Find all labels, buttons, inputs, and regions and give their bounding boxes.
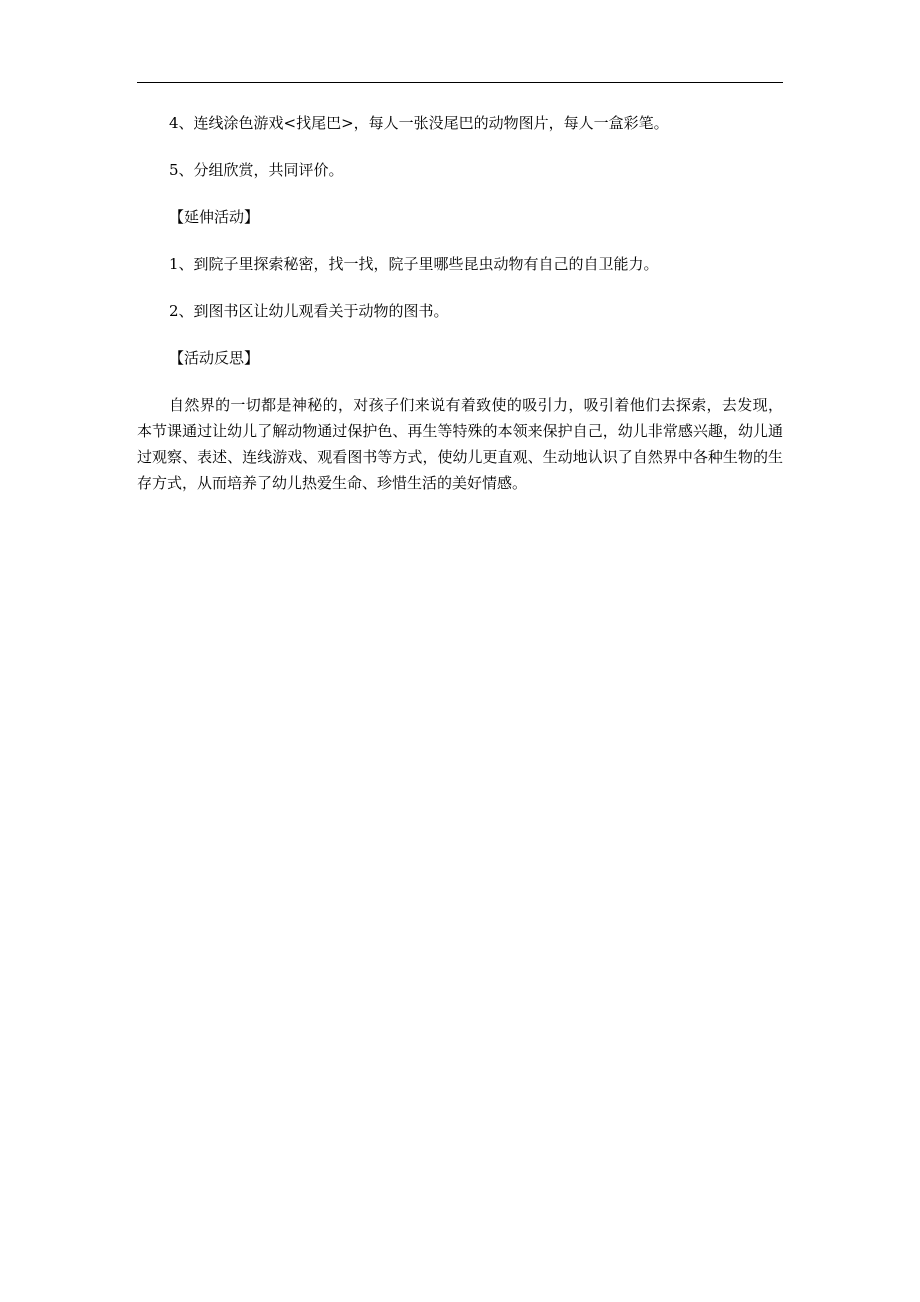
section-heading-reflection: 【活动反思】: [169, 349, 260, 367]
header-divider: [137, 82, 783, 83]
reflection-paragraph: 自然界的一切都是神秘的，对孩子们来说有着致使的吸引力，吸引着他们去探索，去发现，本节课通过让幼儿了解动物通过保护色、再生等特殊的本领来保护自己，幼儿非常感兴趣，幼儿通过观察、表述、连线游戏、观看图书等方式，使幼儿更直观、生动地认识了自然界中各种生物的生存方式，从而培养了幼儿热爱生命、珍惜生活的美好情感。: [137, 396, 783, 492]
activity-step-5: 5、分组欣赏，共同评价。: [169, 161, 344, 179]
extension-item-1: 1、到院子里探索秘密，找一找，院子里哪些昆虫动物有自己的自卫能力。: [169, 255, 659, 273]
section-heading-extension: 【延伸活动】: [169, 208, 260, 226]
activity-step-4: 4、连线涂色游戏<找尾巴>，每人一张没尾巴的动物图片，每人一盒彩笔。: [169, 114, 669, 132]
document-body: [137, 110, 783, 496]
extension-item-2: 2、到图书区让幼儿观看关于动物的图书。: [169, 302, 449, 320]
